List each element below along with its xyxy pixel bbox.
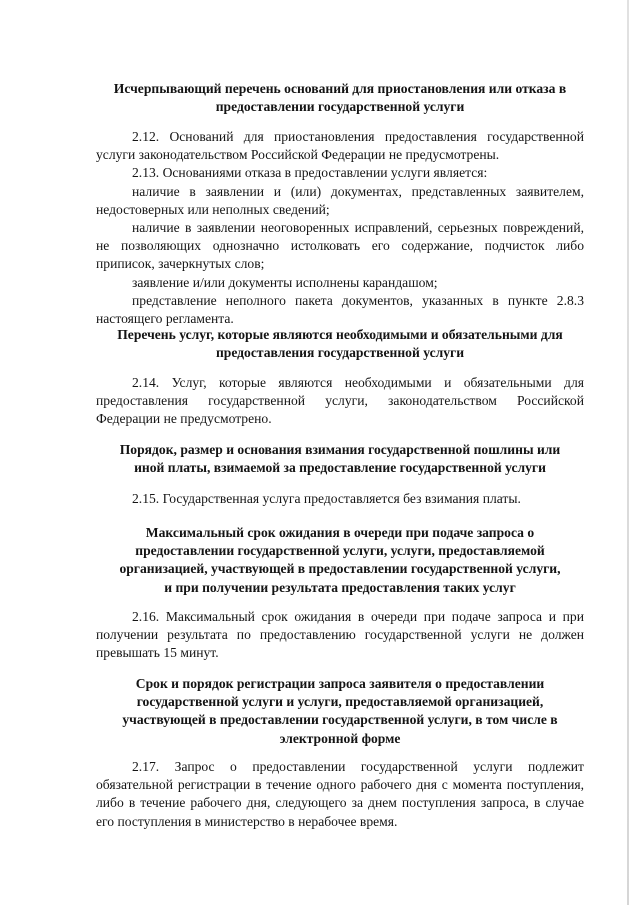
section-queue-time-body (96, 608, 584, 663)
list-item: наличие в заявлении неоговоренных исправлений, серьезных повреждений, не позволяющих однозначно истолковать его содержание, подчисток либо приписок, зачеркнутых слов; (96, 220, 584, 272)
section-registration-body (96, 758, 584, 831)
heading-line: иной платы, взимаемой за предоставление государственной услуги (134, 460, 546, 476)
heading-line: Перечень услуг, которые являются необходимыми и обязательными для (117, 327, 563, 342)
heading-line: Срок и порядок регистрации запроса заявителя о предоставлении (135, 676, 545, 691)
heading-line: участвующей в предоставлении государственной услуги, в том числе в (122, 712, 558, 728)
heading-line: предоставлении государственной услуги (215, 99, 465, 115)
section-heading (96, 524, 584, 597)
heading-line: Порядок, размер и основания взимания государственной пошлины или (119, 442, 561, 457)
heading-line: организацией, участвующей в предоставлении государственной услуги, (119, 561, 561, 577)
paragraph-2-17: 2.17. Запрос о предоставлении государственной услуги подлежит обязательной регистрации в течение одного рабочего дня с момента поступления, либо в течение рабочего дня, следующего за днем поступления запроса, в случае его поступления в министерство в нерабочее время. (96, 759, 584, 829)
section-required-services (96, 326, 584, 362)
paragraph-2-16: 2.16. Максимальный срок ожидания в очереди при подаче запроса и при получении результата по предоставлению государственной услуги не должен превышать 15 минут. (96, 609, 584, 661)
section-suspension-refusal-body (96, 128, 584, 328)
heading-line: Исчерпывающий перечень оснований для приостановления или отказа в (113, 81, 567, 96)
list-item: наличие в заявлении и (или) документах, представленных заявителем, недостоверных или неполных сведений; (96, 183, 584, 217)
section-state-fee (96, 441, 584, 477)
section-state-fee-body (96, 490, 584, 508)
heading-line: предоставления государственной услуги (215, 345, 465, 361)
list-item: представление неполного пакета документов, указанных в пункте 2.8.3 настоящего регламента. (96, 292, 584, 327)
paragraph-2-12: 2.12. Оснований для приостановления предоставления государственной услуги законодательством Российской Федерации не предусмотрены. (96, 129, 584, 163)
list-item: заявление и/или документы исполнены карандашом; (132, 274, 438, 290)
heading-line: электронной форме (279, 730, 401, 746)
section-registration (96, 675, 584, 748)
heading-line: Максимальный срок ожидания в очереди при подаче запроса о (145, 525, 535, 540)
paragraph-2-14: 2.14. Услуг, которые являются необходимыми и обязательными для предоставления государственной услуги, законодательством Российской Федерации не предусмотрено. (96, 375, 584, 427)
section-heading (96, 80, 584, 116)
paragraph-2-15: 2.15. Государственная услуга предоставляется без взимания платы. (132, 491, 521, 506)
section-heading (96, 326, 584, 362)
refusal-grounds-list (96, 183, 584, 329)
paragraph-2-13: 2.13. Основаниями отказа в предоставлении услуги является: (132, 165, 488, 181)
section-queue-time (96, 524, 584, 597)
heading-line: предоставлении государственной услуги, услуги, предоставляемой (135, 543, 545, 559)
heading-line: государственной услуги и услуги, предоставляемой организацией, (136, 694, 544, 710)
section-required-services-body (96, 374, 584, 429)
section-heading (96, 675, 584, 748)
page-edge-shadow (627, 0, 629, 905)
section-suspension-refusal (96, 80, 584, 116)
heading-line: и при получении результата предоставления таких услуг (164, 579, 516, 595)
section-heading (96, 441, 584, 477)
